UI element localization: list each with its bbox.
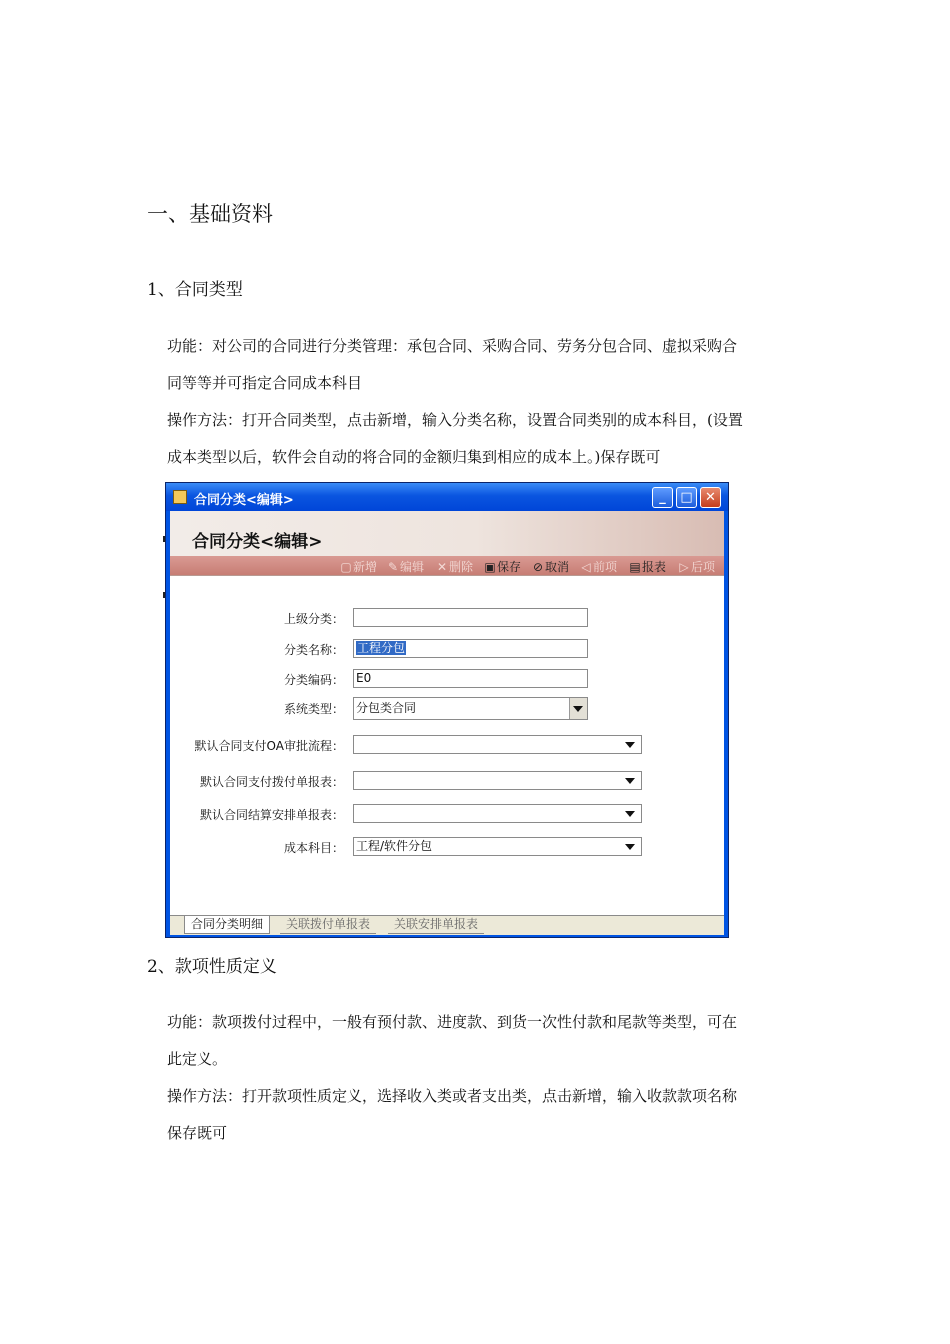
section-title-contract-type: 1、合同类型	[147, 280, 243, 300]
chevron-down-icon	[625, 844, 635, 850]
toolbar	[170, 556, 724, 575]
window-titlebar[interactable]	[166, 483, 728, 511]
next-icon: ▷	[679, 560, 689, 574]
minimize-button[interactable]: _	[652, 487, 673, 508]
category-name-value: 工程分包	[357, 641, 406, 655]
tab-linked-arrangement-reports[interactable]: 关联安排单报表	[388, 916, 484, 934]
payment-report-select[interactable]	[353, 771, 642, 790]
prev-icon: ◁	[581, 560, 591, 574]
window-client-area	[170, 511, 724, 935]
next-label: 后项	[691, 560, 716, 574]
new-icon: ▢	[340, 560, 352, 574]
category-name-label: 分类名称：	[283, 643, 344, 657]
payment-nature-paragraph	[167, 1004, 817, 1152]
category-code-label: 分类编码：	[283, 673, 344, 687]
paragraph-line: 功能：对公司的合同进行分类管理：承包合同、采购合同、劳务分包合同、虚拟采购合	[167, 337, 738, 355]
cost-subject-select[interactable]	[353, 837, 642, 856]
paragraph-line: 同等等并可指定合同成本科目	[167, 374, 363, 392]
paragraph-line: 功能：款项拨付过程中，一般有预付款、进度款、到货一次性付款和尾款等类型，可在	[167, 1013, 738, 1031]
category-form	[170, 575, 724, 915]
chevron-down-icon	[573, 706, 583, 712]
delete-button[interactable]	[436, 558, 473, 575]
contract-type-function-paragraph	[167, 328, 817, 476]
tab-linked-payment-reports[interactable]: 关联拨付单报表	[280, 916, 376, 934]
oa-approval-flow-select[interactable]	[353, 735, 642, 754]
save-button[interactable]	[484, 558, 521, 575]
chevron-down-icon	[625, 778, 635, 784]
paragraph-line: 操作方法：打开合同类型，点击新增，输入分类名称，设置合同类别的成本科目，(设置	[167, 411, 743, 429]
parent-category-label: 上级分类：	[283, 612, 344, 626]
paragraph-line: 操作方法：打开款项性质定义，选择收入类或者支出类，点击新增，输入收款款项名称	[167, 1087, 738, 1105]
chevron-down-icon	[625, 811, 635, 817]
oa-approval-flow-label: 默认合同支付OA审批流程：	[194, 739, 344, 753]
heading-basic-data: 一、基础资料	[147, 202, 273, 226]
edit-icon: ✎	[387, 560, 399, 574]
report-label: 报表	[642, 560, 667, 574]
system-type-value: 分包类合同	[356, 701, 417, 715]
tab-category-details[interactable]: 合同分类明细	[184, 916, 270, 934]
delete-label: 删除	[449, 560, 474, 574]
chevron-down-icon	[625, 742, 635, 748]
maximize-button[interactable]: □	[676, 487, 697, 508]
section-title-payment-nature: 2、款项性质定义	[147, 957, 277, 977]
cost-subject-label: 成本科目：	[283, 841, 344, 855]
report-button[interactable]	[629, 558, 666, 575]
prev-button[interactable]	[580, 558, 617, 575]
delete-icon: ✕	[436, 560, 448, 574]
paragraph-line: 保存既可	[167, 1124, 228, 1142]
app-icon	[173, 490, 187, 504]
next-button[interactable]	[678, 558, 715, 575]
prev-label: 前项	[593, 560, 618, 574]
close-button[interactable]: ✕	[700, 487, 721, 508]
save-label: 保存	[497, 560, 522, 574]
category-code-field[interactable]: E0	[353, 669, 588, 688]
report-icon: ▤	[629, 560, 641, 574]
category-name-field[interactable]	[353, 639, 588, 658]
new-button[interactable]	[340, 558, 377, 575]
system-type-dropdown-button[interactable]	[569, 698, 587, 719]
system-type-select[interactable]	[353, 697, 588, 720]
system-type-label: 系统类型：	[283, 702, 344, 716]
cost-subject-value: 工程/软件分包	[356, 839, 433, 853]
cancel-icon: ⊘	[532, 560, 544, 574]
edit-label: 编辑	[400, 560, 425, 574]
paragraph-line: 此定义。	[167, 1050, 228, 1068]
payment-report-label: 默认合同支付拨付单报表：	[199, 775, 344, 789]
cancel-label: 取消	[545, 560, 570, 574]
cancel-button[interactable]	[532, 558, 569, 575]
save-icon: ▣	[484, 560, 496, 574]
edit-button[interactable]	[387, 558, 424, 575]
window-title: 合同分类<编辑>	[194, 493, 294, 508]
banner-title: 合同分类<编辑>	[192, 532, 323, 552]
contract-category-window	[165, 482, 729, 938]
settlement-report-select[interactable]	[353, 804, 642, 823]
tab-bar	[170, 915, 724, 935]
parent-category-field[interactable]	[353, 608, 588, 627]
new-label: 新增	[353, 560, 378, 574]
paragraph-line: 成本类型以后，软件会自动的将合同的金额归集到相应的成本上。)保存既可	[167, 448, 661, 466]
settlement-report-label: 默认合同结算安排单报表：	[199, 808, 344, 822]
